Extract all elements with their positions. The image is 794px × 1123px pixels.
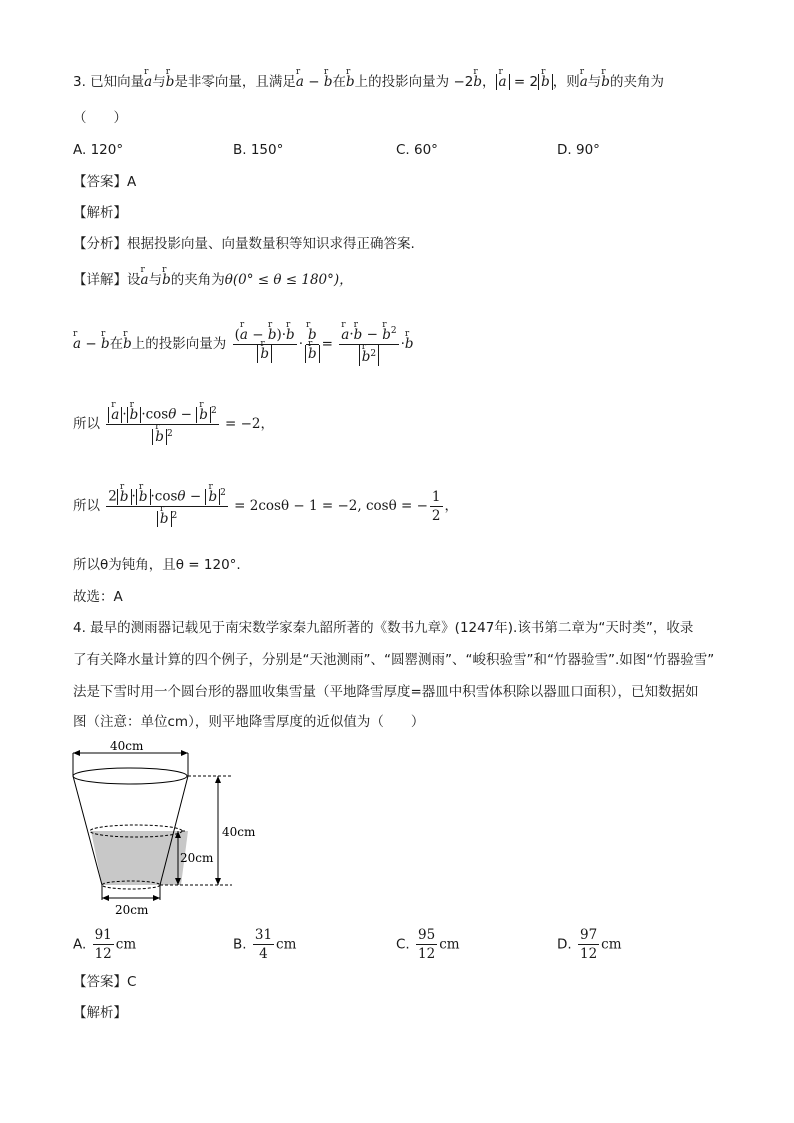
bucket-figure — [60, 738, 280, 923]
q3-option-d: D. 90° — [557, 142, 600, 158]
q4-option-a: A. $\frac{91}{12}$ cm — [73, 927, 137, 962]
q4-option-d: D. $\frac{97}{12}$ cm — [557, 927, 622, 962]
q3-option-a: A. 120° — [73, 142, 124, 158]
q3-analysis-label: 【解析】 — [73, 205, 127, 221]
q3-fenxi: 【分析】根据投影向量、向量数量积等知识求得正确答案. — [73, 236, 415, 252]
snow-fill — [91, 831, 188, 885]
q4-line-3: 法是下雪时用一个圆台形的器皿收集雪量（平地降雪厚度=器皿中积雪体积除以器皿口面积），已知数据如 — [73, 684, 699, 700]
q4-line-2: 了有关降水量计算的四个例子，分别是“天池测雨”、“圆罂测雨”、“峻积验雪”和“竹器验雪”.如图“竹器验雪” — [73, 652, 715, 668]
bucket-left-side — [73, 776, 102, 885]
bottom-width-label: 20cm — [115, 903, 149, 917]
q4-line-4: 图（注意：单位cm），则平地降雪厚度的近似值为（ ） — [73, 714, 425, 730]
q4-line-1: 4. 最早的测雨器记载见于南宋数学家秦九韶所著的《数书九章》(1247年).该书第二章为“天时类”，收录 — [73, 620, 694, 636]
bucket-rim — [73, 768, 187, 784]
q3-answer: 【答案】A — [73, 174, 137, 190]
top-width-label: 40cm — [110, 739, 144, 753]
q4-option-c: C. $\frac{95}{12}$ cm — [396, 927, 460, 962]
q3-eq1: 所以 r a ·r b ·cosθ − r b $^2$ r b $^2$ = −2， — [73, 402, 274, 446]
q3-option-b: B. 150° — [233, 142, 284, 158]
q3-choose: 故选：A — [73, 589, 123, 605]
q4-answer: 【答案】C — [73, 974, 137, 990]
q4-analysis-label: 【解析】 — [73, 1005, 127, 1021]
q3-stem: 3. 已知向量r a与r b是非零向量，且满足r a − r b在r b上的投影向量为 −2r b，r a = 2r b ，则r a与r b的夹角为 — [73, 72, 664, 92]
snow-depth-label: 20cm — [180, 851, 214, 865]
q3-eq2: 所以 2r b ·r b ·cosθ − r b $^2$ r b $^2$ = 2cosθ − 1 = −2, cosθ = − $\frac{1}{2}$ ， — [73, 484, 458, 528]
q4-option-b: B. $\frac{31}{4}$ cm — [233, 927, 297, 962]
q3-obtuse: 所以θ为钝角，且θ = 120°. — [73, 557, 241, 573]
q3-option-c: C. 60° — [396, 142, 438, 158]
q3-paren: （ ） — [73, 110, 127, 126]
q3-projection-line: r a − r b在r b上的投影向量为 (r a − r b)·r b r b · r b r b = r a·r b − r $b^2$ r $b^2$ ·r b — [73, 322, 414, 366]
q3-detail: 【详解】设r a与r b的夹角为θ(0° ≤ θ ≤ 180°)， — [73, 270, 353, 290]
height-label: 40cm — [222, 825, 256, 839]
